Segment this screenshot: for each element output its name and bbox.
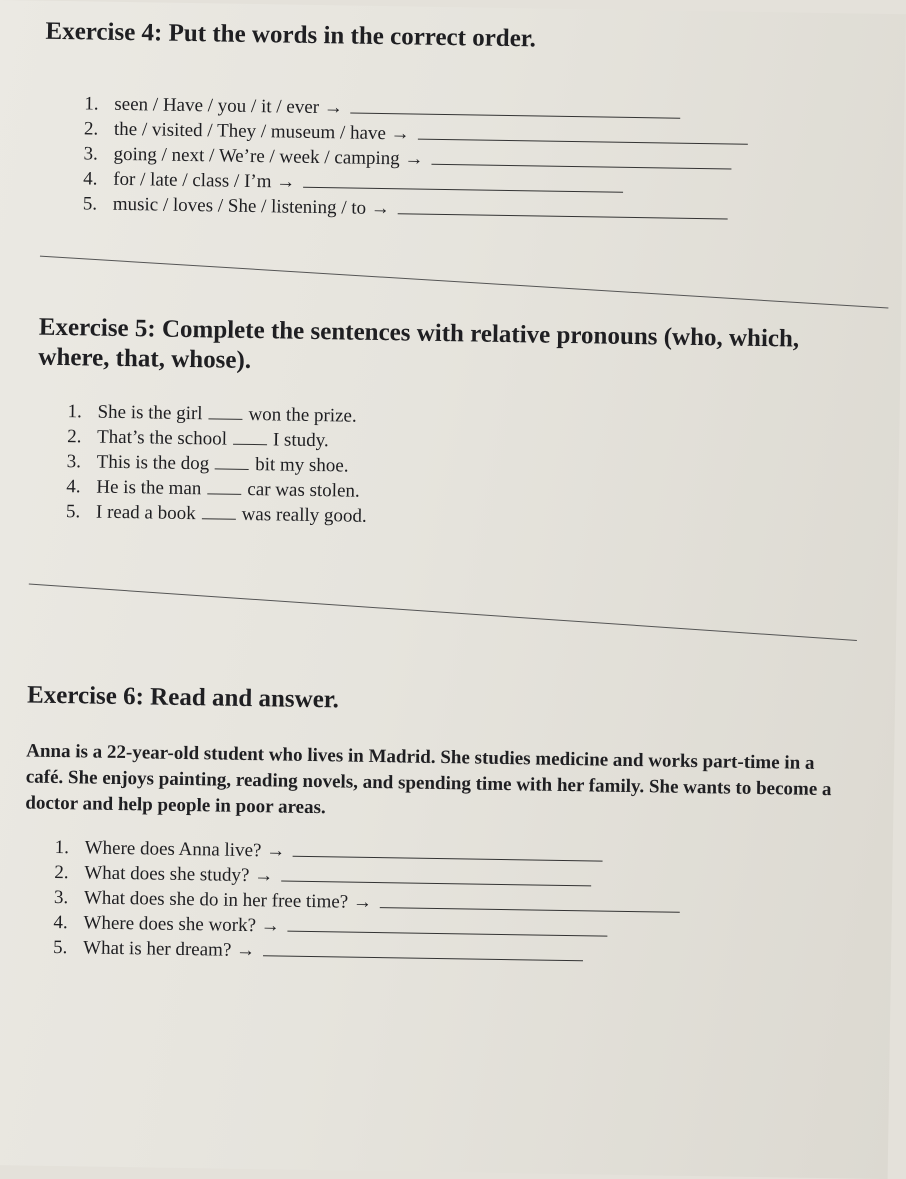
answer-line[interactable] bbox=[351, 99, 681, 119]
item-number: 3. bbox=[66, 451, 82, 473]
item-prompt: the / visited / They / museum / have → bbox=[113, 118, 410, 145]
item-prompt: seen / Have / you / it / ever → bbox=[114, 93, 343, 119]
item-number: 3. bbox=[53, 886, 69, 909]
sentence-start: I read a book bbox=[95, 501, 196, 525]
section-divider bbox=[40, 256, 888, 309]
answer-line[interactable] bbox=[293, 842, 603, 862]
exercise-6-list bbox=[53, 835, 855, 973]
item-number: 5. bbox=[65, 501, 81, 523]
item-number: 1. bbox=[84, 93, 99, 115]
question-text: What does she do in her free time? → bbox=[83, 887, 373, 913]
answer-line[interactable] bbox=[263, 941, 583, 961]
sentence-end: was really good. bbox=[241, 503, 367, 527]
exercise-4-list bbox=[83, 91, 865, 228]
answer-line[interactable] bbox=[431, 150, 731, 170]
question-text: Where does she work? → bbox=[83, 912, 280, 937]
sentence-start: That’s the school bbox=[96, 426, 228, 450]
blank-line[interactable] bbox=[207, 479, 241, 495]
item-number: 2. bbox=[54, 861, 69, 884]
blank-line[interactable] bbox=[202, 504, 236, 520]
question-text: What does she study? → bbox=[84, 862, 274, 887]
item-number: 4. bbox=[83, 168, 98, 190]
item-number: 2. bbox=[66, 426, 82, 448]
sentence-end: I study. bbox=[272, 429, 329, 452]
sentence-end: won the prize. bbox=[248, 403, 357, 427]
exercise-5-title: Exercise 5: Complete the sentences with relative pronouns (who, which, where, that, whose). bbox=[38, 313, 800, 374]
item-number: 3. bbox=[83, 143, 99, 165]
sentence-end: bit my shoe. bbox=[254, 454, 349, 477]
reading-passage: Anna is a 22-year-old student who lives in Madrid. She studies medicine and works part-time in a café. She enjoys painting, reading novels, and spending time with her family. She wants to become a doctor and help people in poor areas. bbox=[25, 740, 832, 819]
question-text: What is her dream? → bbox=[82, 937, 256, 962]
section-divider bbox=[29, 584, 857, 641]
exercise-6 bbox=[23, 681, 857, 973]
exercise-5 bbox=[36, 313, 869, 537]
question-text: Where does Anna live? → bbox=[84, 837, 286, 862]
answer-line[interactable] bbox=[288, 917, 608, 937]
exercise-6-title: Exercise 6: Read and answer. bbox=[26, 681, 340, 714]
answer-line[interactable] bbox=[418, 125, 748, 145]
item-number: 1. bbox=[54, 836, 70, 859]
item-prompt: going / next / We’re / week / camping → bbox=[113, 143, 424, 170]
sentence-start: This is the dog bbox=[96, 451, 210, 475]
item-number: 4. bbox=[53, 911, 68, 934]
answer-line[interactable] bbox=[281, 867, 591, 887]
item-number: 2. bbox=[83, 118, 99, 140]
item-number: 5. bbox=[82, 193, 98, 215]
sentence-start: She is the girl bbox=[97, 401, 203, 425]
answer-line[interactable] bbox=[380, 893, 680, 913]
item-prompt: for / late / class / I’m → bbox=[113, 168, 296, 193]
item-number: 5. bbox=[52, 936, 68, 959]
answer-line[interactable] bbox=[398, 199, 728, 219]
blank-line[interactable] bbox=[215, 454, 249, 470]
blank-line[interactable] bbox=[208, 404, 242, 420]
sentence-end: car was stolen. bbox=[247, 478, 360, 502]
sentence-start: He is the man bbox=[96, 476, 202, 500]
exercise-4-title: Exercise 4: Put the words in the correct order. bbox=[45, 17, 537, 53]
answer-line[interactable] bbox=[303, 173, 623, 193]
item-number: 1. bbox=[67, 401, 82, 423]
blank-line[interactable] bbox=[233, 430, 267, 446]
exercise-4 bbox=[43, 17, 866, 229]
exercise-5-list bbox=[66, 399, 868, 537]
item-number: 4. bbox=[66, 476, 81, 498]
item-prompt: music / loves / She / listening / to → bbox=[112, 193, 391, 220]
